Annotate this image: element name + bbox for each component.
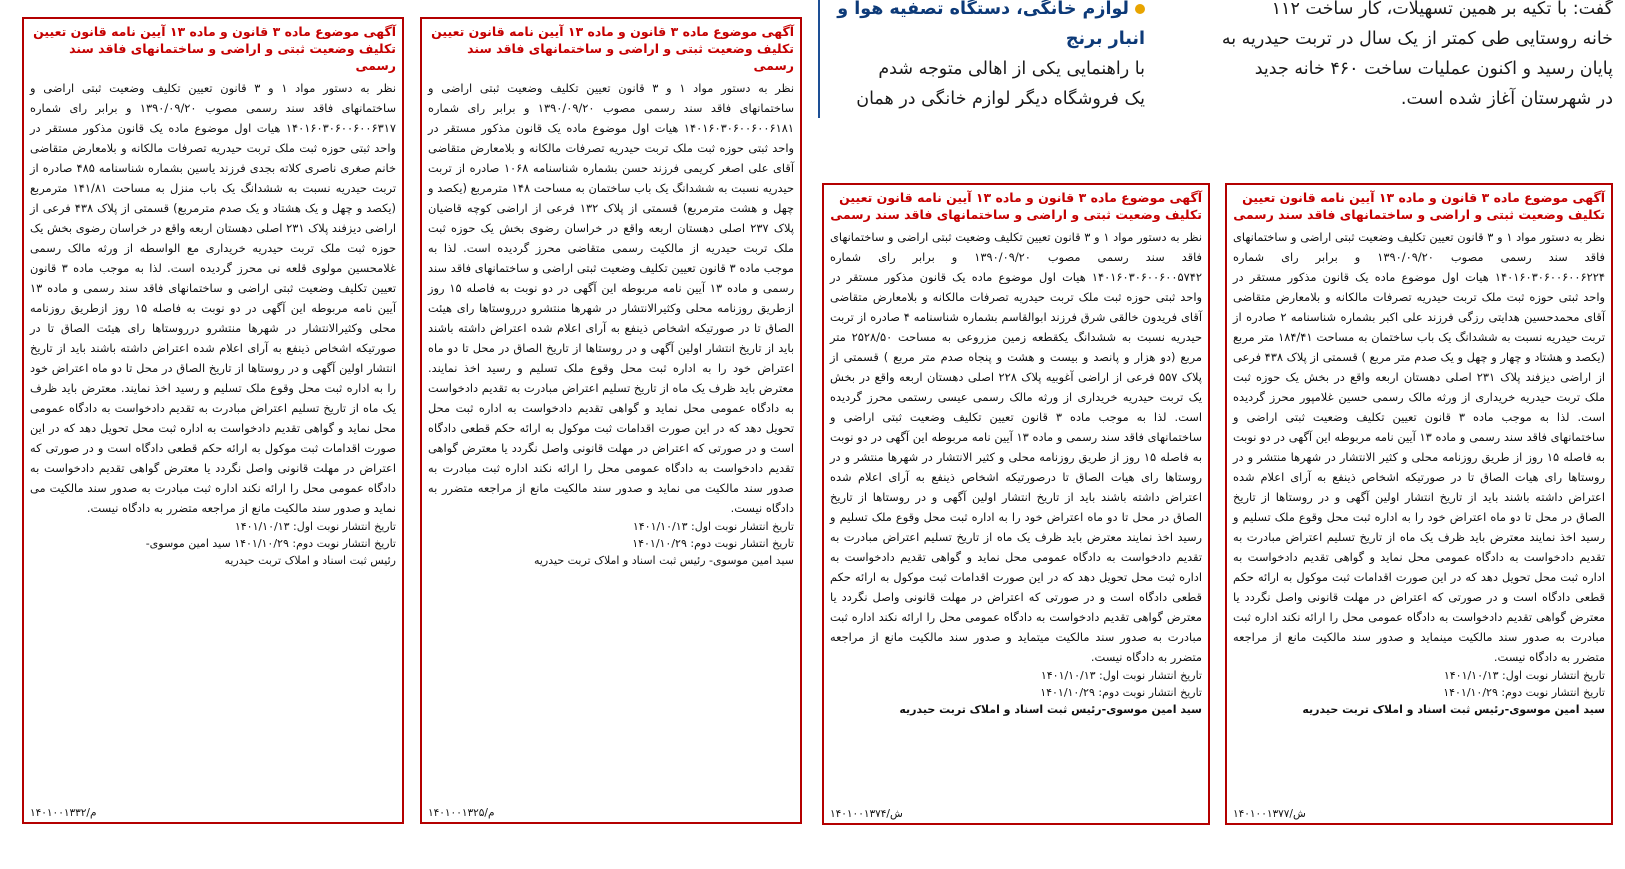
news-headline-line2: انبار برنج	[1065, 29, 1145, 49]
notice-code: ۱۴۰۱۰۰۱۳۳۲/م	[30, 807, 97, 819]
notice-date-first: تاریخ انتشار نوبت اول: ۱۴۰۱/۱۰/۱۳	[234, 520, 396, 533]
notice-date-first: تاریخ انتشار نوبت اول: ۱۴۰۱/۱۰/۱۳	[1443, 669, 1605, 682]
news-line: در شهرستان آغاز شده است.	[1400, 89, 1613, 109]
notice-date-first: تاریخ انتشار نوبت اول: ۱۴۰۱/۱۰/۱۳	[1040, 669, 1202, 682]
notice-code: ۱۴۰۱۰۰۱۳۷۴/ش	[830, 808, 903, 820]
notice-title: آگهی موضوع ماده ۳ قانون و ماده ۱۳ آیین نامه قانون تعیین تکلیف وضعیت ثبتی و اراضی و ساختمانهای فاقد سند رسمی	[33, 24, 396, 73]
notice-box-3	[420, 17, 802, 824]
news-left-column	[815, 0, 1145, 114]
notice-box-4	[22, 17, 404, 824]
notice-box-1	[1225, 183, 1613, 825]
news-line: پایان رسید و اکنون عملیات ساخت ۴۶۰ خانه جدید	[1254, 59, 1613, 79]
news-line: خانه روستایی طی کمتر از یک سال در تربت حیدریه به	[1221, 29, 1613, 49]
notice-code: ۱۴۰۱۰۰۱۳۲۵/م	[428, 807, 495, 819]
notice-date-second: تاریخ انتشار نوبت دوم: ۱۴۰۱/۱۰/۲۹	[632, 537, 794, 550]
news-right-column	[1201, 0, 1613, 114]
notice-date-second: تاریخ انتشار نوبت دوم: ۱۴۰۱/۱۰/۲۹ سید امین موسوی-	[145, 537, 396, 550]
notice-signature: سید امین موسوی-رئیس ثبت اسناد و املاک تربت حیدریه	[1302, 703, 1605, 716]
notice-body: نظر به دستور مواد ۱ و ۳ قانون تعیین تکلیف وضعیت ثبتی اراضی و ساختمانهای فاقد سند رسمی مصوب ۱۳۹۰/۰۹/۲۰ و برابر رای شماره ۱۴۰۱۶۰۳۰۶۰۰۶۰۰۵۷۴۲ هیات اول موضوع ماده یک قانون مذکور مستقر در واحد ثبتی حوزه ثبت ملک تربت حیدریه تصرفات مالکانه و بلامعارض متقاضی آقای فریدون خالقی شرق فرزند ابوالقاسم بشماره شناسنامه ۴ صادره از تربت حیدریه نسبت به ششدانگ یکقطعه زمین مزروعی به مساحت ۲۵۲۸/۵۰ متر مربع (دو هزار و پانصد و بیست و هشت و پنجاه صدم متر مربع ) قسمتی از پلاک ۵۵۷ فرعی از اراضی آغوبیه پلاک ۲۲۸ اصلی دهستان اربعه واقع در بخش یک تربت حیدریه خریداری از ورثه مالک رسمی عیسی رستمی محرز گردیده است. لذا به موجب ماده ۳ قانون تعیین تکلیف وضعیت ثبتی اراضی و ساختمانهای فاقد سند رسمی و ماده ۱۳ آیین نامه مربوطه این آگهی در دو نوبت به فاصله ۱۵ روز از طریق روزنامه محلی و کثیر الانتشار در شهرها منتشر و در روستاها رای هیات الصاق تا درصورتیکه اشخاص ذینفع به آرای اعلام شده اعتراض داشته باشند باید از تاریخ انتشار اولین آگهی و در روستاها از تاریخ الصاق در محل تا دو ماه اعتراض خود را به اداره ثبت محل وقوع ملک تسلیم و رسید اخذ نمایند معترض باید ظرف یک ماه از تاریخ تسلیم اعتراض مبادرت به تقدیم دادخواست به دادگاه عمومی محل نماید و گواهی تقدیم دادخواست به اداره ثبت محل تحویل دهد که در این صورت اقدامات ثبت موکول به ارائه حکم قطعی دادگاه است و در صورتی که اعتراض در مهلت قانونی واصل نگردد یا معترض گواهی تقدیم دادخواست به دادگاه عمومی محل را ارائه نکند اداره ثبت مبادرت به صدور سند مالکیت میتماید و صدور سند مالکیت مانع از مراجعه متضرر به دادگاه نیست.	[830, 230, 1202, 664]
news-line: یک فروشگاه دیگر لوازم خانگی در همان	[856, 89, 1145, 109]
news-line: گفت: با تکیه بر همین تسهیلات، کار ساخت ۱۱۲	[1271, 0, 1613, 19]
notice-date-first: تاریخ انتشار نوبت اول: ۱۴۰۱/۱۰/۱۳	[632, 520, 794, 533]
notice-body: نظر به دستور مواد ۱ و ۳ قانون تعیین تکلیف وضعیت ثبتی اراضی و ساختمانهای فاقد سند رسمی مصوب ۱۳۹۰/۰۹/۲۰ و برابر رای شماره ۱۴۰۱۶۰۳۰۶۰۰۶۰۰۶۱۸۱ هیات اول موضوع ماده یک قانون مذکور مستقر در واحد ثبتی حوزه ثبت ملک تربت حیدریه تصرفات مالکانه و بلامعارض متقاضی آقای علی اصغر کریمی فرزند حسن بشماره شناسنامه ۱۰۶۸ صادره از تربت حیدریه نسبت به ششدانگ یک باب ساختمان به مساحت ۱۴۸ مترمربع (یکصد و چهل و هشت مترمربع) قسمتی از پلاک ۱۳۲ فرعی از اراضی کوچه قاضیان پلاک ۲۳۷ اصلی دهستان اربعه واقع در خراسان رضوی بخش یک حوزه ثبت ملک تربت حیدریه از مالکیت رسمی متقاضی محرز گردیده است. لذا به موجب ماده ۳ قانون تعیین تکلیف وضعیت ثبتی اراضی و ساختمانهای فاقد سند رسمی و ماده ۱۳ آیین نامه مربوطه این آگهی در دو نوبت به فاصله ۱۵ روز ازطریق روزنامه محلی وکثیرالانتشار در شهرها منتشرو درروستاها رای هیئت الصاق تا در صورتیکه اشخاص ذینفع به آرای اعلام شده اعتراض داشته باشند باید از تاریخ انتشار اولین آگهی و در روستاها از تاریخ الصاق در محل تا دو ماه اعتراض خود را به اداره ثبت محل وقوع ملک تسلیم و رسید اخذ نمایند. معترض باید ظرف یک ماه از تاریخ تسلیم اعتراض مبادرت به تقدیم دادخواست به دادگاه عمومی محل نماید و گواهی تقدیم دادخواست به اداره ثبت محل تحویل دهد که در این صورت اقدامات ثبت موکول به ارائه حکم قطعی دادگاه است و در صورتی که اعتراض در مهلت قانونی واصل نگردد یا معترض گواهی تقدیم دادخواست به دادگاه عمومی محل را ارائه نکند اداره ثبت مبادرت به صدور سند مالکیت می نماید و صدور سند مالکیت مانع از مراجعه متضرر به دادگاه نیست.	[428, 81, 795, 515]
bullet-icon	[1135, 4, 1145, 14]
notice-title: آگهی موضوع ماده ۳ قانون و ماده ۱۳ آیین نامه قانون تعیین تکلیف وضعیت ثبتی و اراضی و ساختمانهای فاقد سند رسمی	[431, 24, 794, 73]
notice-signature: رئیس ثبت اسناد و املاک تربت حیدریه	[224, 554, 396, 567]
notice-title: آگهی موضوع ماده ۳ قانون و ماده ۱۳ آیین نامه قانون تعیین تکلیف وضعیت ثبتی و اراضی و ساختمانهای فاقد سند رسمی	[1233, 190, 1605, 222]
notice-code: ۱۴۰۱۰۰۱۳۷۷/ش	[1233, 808, 1306, 820]
notice-title: آگهی موضوع ماده ۳ قانون و ماده ۱۳ آیین نامه قانون تعیین تکلیف وضعیت ثبتی و اراضی و ساختمانهای فاقد سند رسمی	[830, 190, 1202, 222]
notice-date-second: تاریخ انتشار نوبت دوم: ۱۴۰۱/۱۰/۲۹	[1443, 686, 1605, 699]
notice-body: نظر به دستور مواد ۱ و ۳ قانون تعیین تکلیف وضعیت ثبتی اراضی و ساختمانهای فاقد سند رسمی مصوب ۱۳۹۰/۰۹/۲۰ و برابر رای شماره ۱۴۰۱۶۰۳۰۶۰۰۶۰۰۶۲۲۴ هیات اول موضوع ماده یک قانون مذکور مستقر در واحد ثبتی حوزه ثبت ملک تربت حیدریه تصرفات مالکانه و بلامعارض متقاضی آقای محمدحسین هدایتی رزگی فرزند علی اکبر بشماره شناسنامه ۲ صادره از تربت حیدریه نسبت به ششدانگ یک باب ساختمان به مساحت ۱۸۴/۴۱ متر مربع (یکصد و هشتاد و چهار و چهل و یک صدم متر مربع ) قسمتی از پلاک ۴۳۸ فرعی از اراضی دیزفند پلاک ۲۳۱ اصلی دهستان اربعه واقع در بخش یک حوزه ثبت ملک تربت حیدریه خریداری از ورثه مالک رسمی حسین غلامپور محرز گردیده است. لذا به موجب ماده ۳ قانون تعیین تکلیف وضعیت ثبتی اراضی و ساختمانهای فاقد سند رسمی و ماده ۱۳ آیین نامه مربوطه این آگهی در دو نوبت به فاصله ۱۵ روز از طریق روزنامه محلی و کثیر الانتشار در شهرها منتشر و در روستاها رای هیات الصاق تا در صورتیکه اشخاص ذینفع به آرای اعلام شده اعتراض داشته باشند باید از تاریخ انتشار اولین آگهی و در روستاها از تاریخ الصاق در محل تا دو ماه اعتراض خود را به اداره ثبت محل وقوع ملک تسلیم و رسید اخذ نمایند معترض باید ظرف یک ماه از تاریخ تسلیم اعتراض مبادرت به تقدیم دادخواست به دادگاه عمومی محل نماید و گواهی تقدیم دادخواست به اداره ثبت محل تحویل دهد که در این صورت اقدامات ثبت موکول به ارائه حکم قطعی دادگاه است و در صورتی که اعتراض در مهلت قانونی واصل نگردد یا معترض گواهی تقدیم دادخواست به دادگاه عمومی محل را ارائه نکند اداره ثبت مبادرت به صدور سند مالکیت مینماید و صدور سند مالکیت مانع از مراجعه متضرر به دادگاه نیست.	[1233, 230, 1606, 664]
notice-signature: سید امین موسوی-رئیس ثبت اسناد و املاک تربت حیدریه	[899, 703, 1202, 716]
notice-box-2	[822, 183, 1210, 825]
notice-signature: سید امین موسوی- رئیس ثبت اسناد و املاک تربت حیدریه	[533, 554, 794, 567]
news-line: با راهنمایی یکی از اهالی متوجه شدم	[878, 59, 1145, 79]
notice-body: نظر به دستور مواد ۱ و ۳ قانون تعیین تکلیف وضعیت ثبتی اراضی و ساختمانهای فاقد سند رسمی مصوب ۱۳۹۰/۰۹/۲۰ و برابر رای شماره ۱۴۰۱۶۰۳۰۶۰۰۶۰۰۶۳۱۷ هیات اول موضوع ماده یک قانون مذکور مستقر در واحد ثبتی حوزه ثبت ملک تربت حیدریه تصرفات مالکانه و بلامعارض متقاضی خانم صغری ناصری کلاته بجدی فرزند یاسین بشماره شناسنامه ۴۸۵ صادره از تربت حیدریه نسبت به ششدانگ یک باب منزل به مساحت ۱۴۱/۸۱ مترمربع (یکصد و چهل و یک هشتاد و یک صدم مترمربع) قسمتی از پلاک ۴۳۸ فرعی از اراضی دیزفند پلاک ۲۳۱ اصلی دهستان اربعه واقع در خراسان رضوی بخش یک حوزه ثبت ملک تربت حیدریه خریداری مع الواسطه از ورثه مالک رسمی غلامحسین مولوی قلعه نی محرز گردیده است. لذا به موجب ماده ۳ قانون تعیین تکلیف وضعیت ثبتی اراضی و ساختمانهای فاقد سند رسمی و ماده ۱۳ آیین نامه مربوطه این آگهی در دو نوبت به فاصله ۱۵ روز ازطریق روزنامه محلی وکثیرالانتشار در شهرها منتشرو درروستاها رای هیئت الصاق تا در صورتیکه اشخاص ذینفع به آرای اعلام شده اعتراض داشته باشند باید از تاریخ انتشار اولین آگهی و در روستاها از تاریخ الصاق در محل تا دو ماه اعتراض خود را به اداره ثبت محل وقوع ملک تسلیم و رسید اخذ نمایند. معترض باید ظرف یک ماه از تاریخ تسلیم اعتراض مبادرت به تقدیم دادخواست به دادگاه عمومی محل نماید و گواهی تقدیم دادخواست به اداره ثبت محل تحویل دهد که در این صورت اقدامات ثبت موکول به ارائه حکم قطعی دادگاه است و در صورتی که اعتراض در مهلت قانونی واصل نگردد یا معترض گواهی تقدیم دادخواست به دادگاه عمومی محل را ارائه نکند اداره ثبت مبادرت به صدور سند مالکیت می نماید و صدور سند مالکیت مانع از مراجعه متضرر به دادگاه نیست.	[30, 81, 397, 515]
notice-date-second: تاریخ انتشار نوبت دوم: ۱۴۰۱/۱۰/۲۹	[1040, 686, 1202, 699]
news-headline: لوازم خانگی، دستگاه تصفیه هوا و	[815, 0, 1145, 24]
